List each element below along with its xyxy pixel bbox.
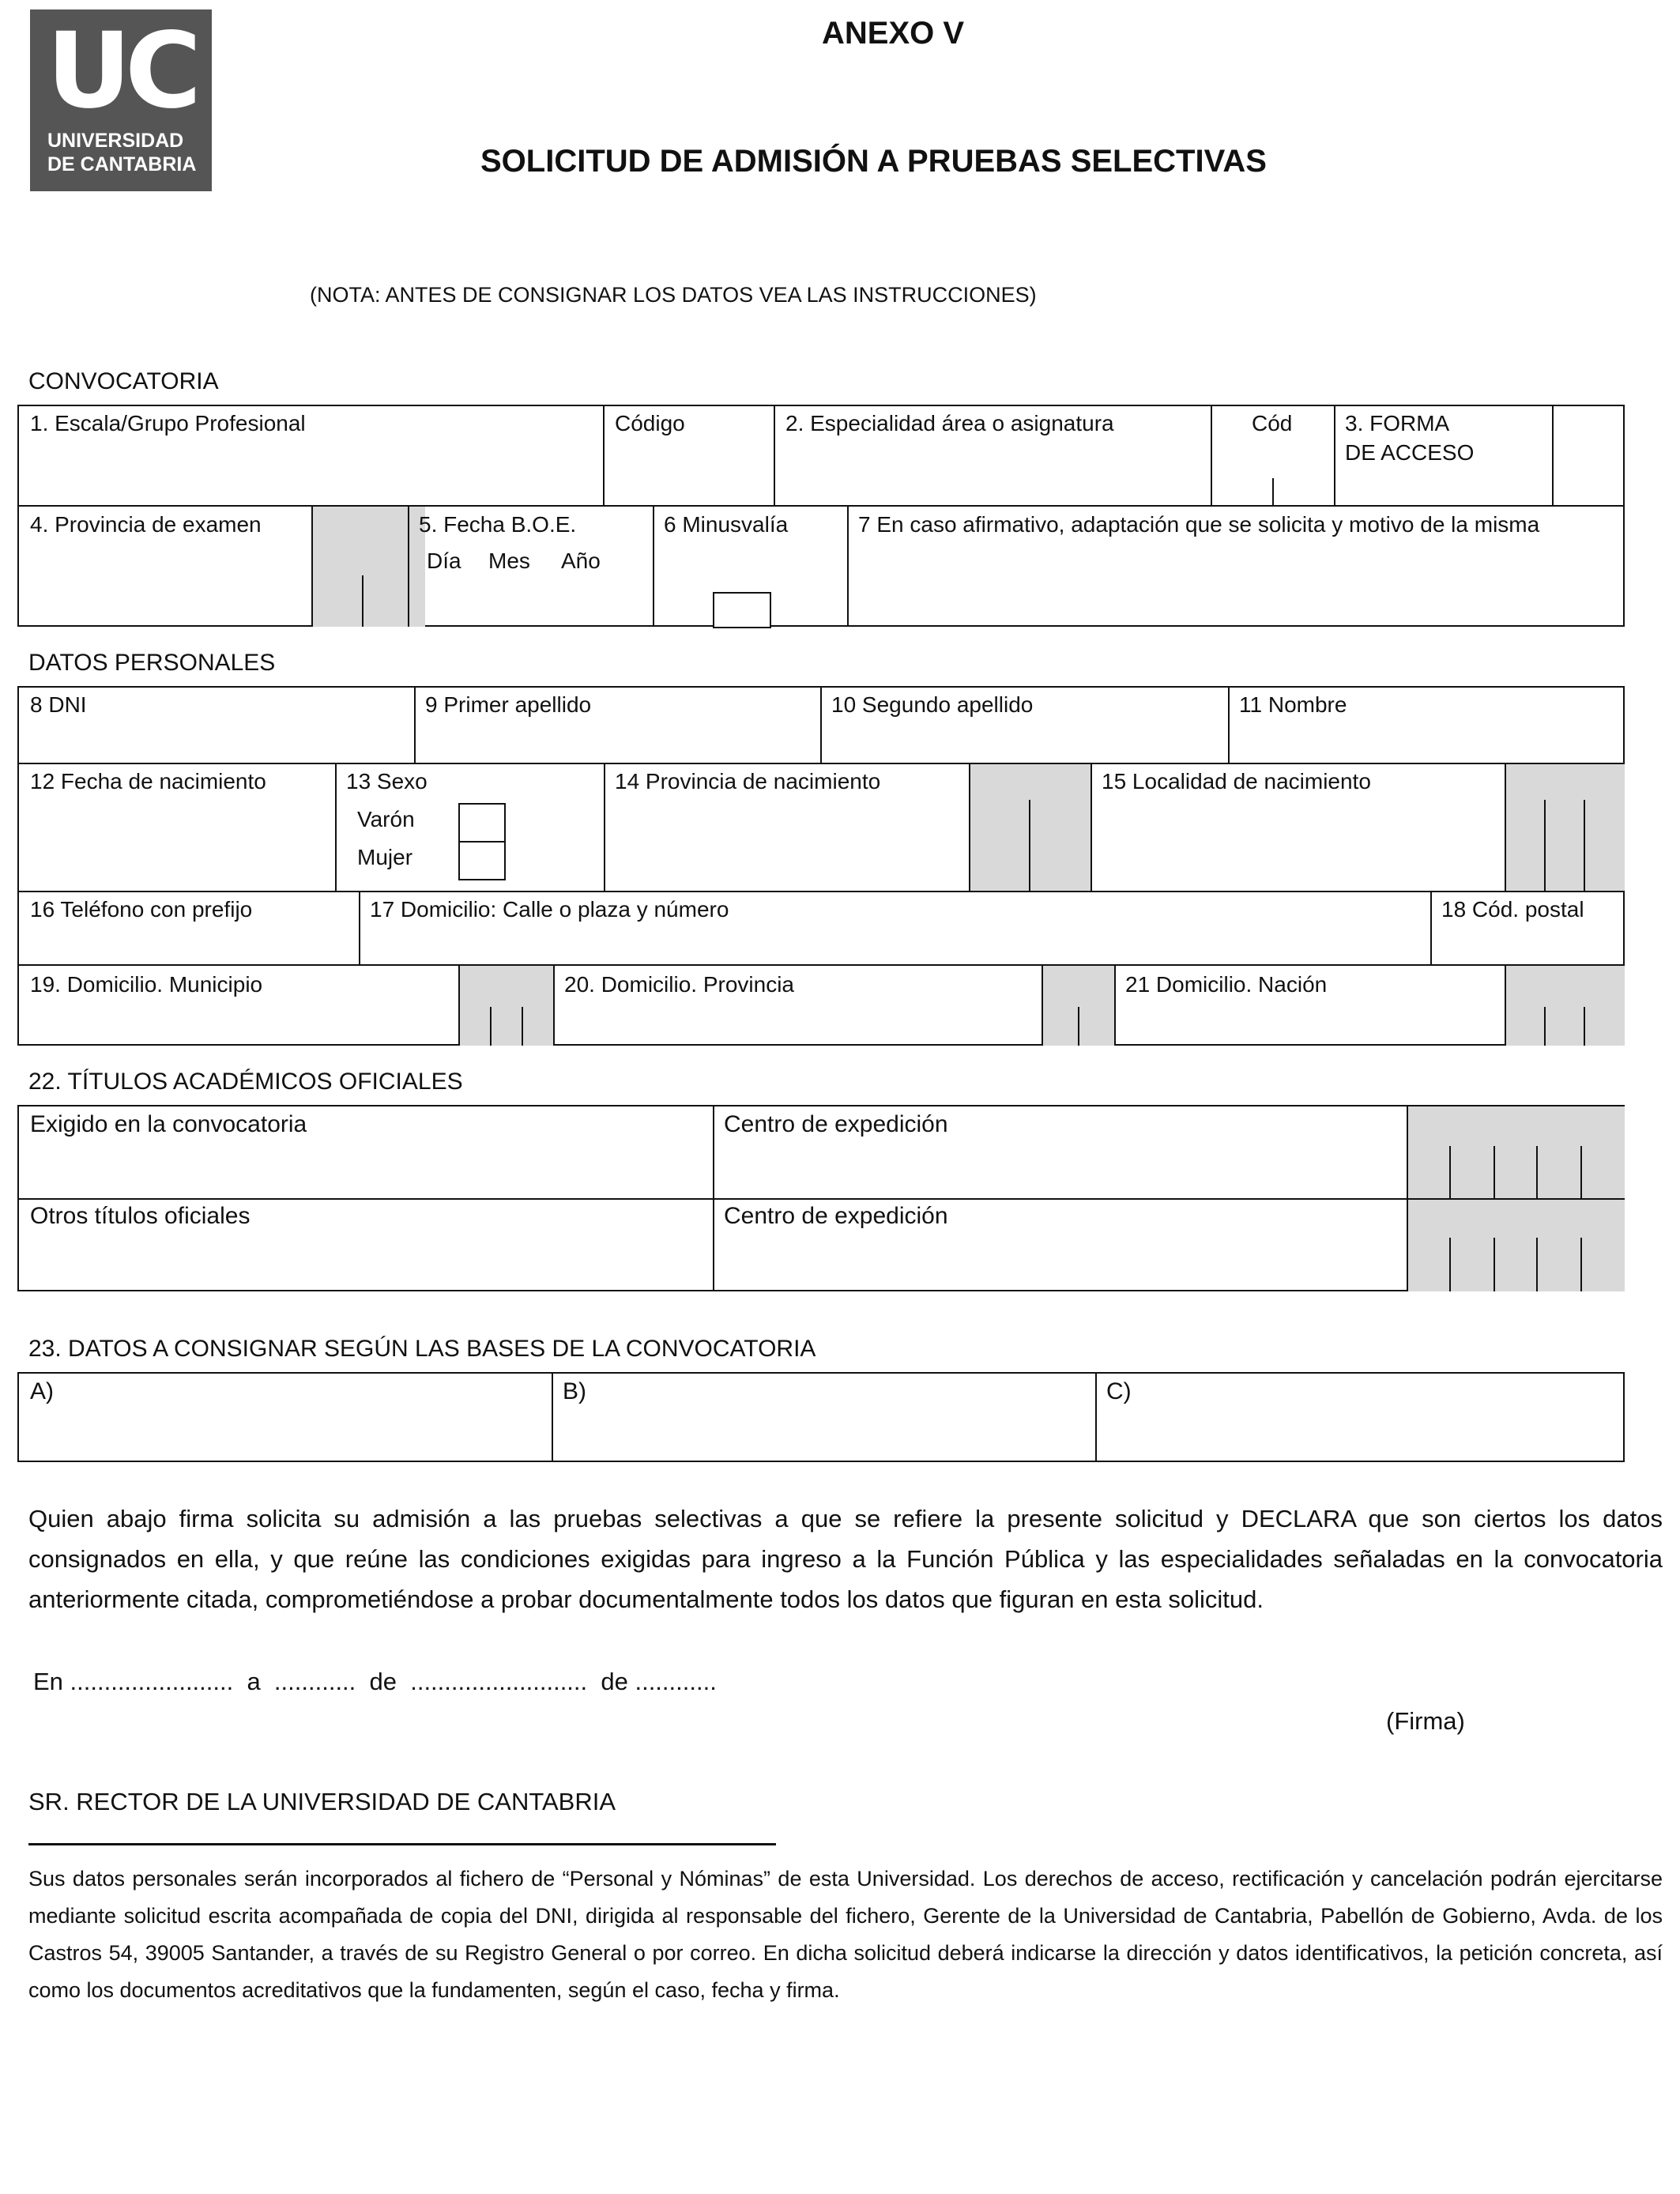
logo-mark: UC bbox=[46, 10, 196, 132]
annex-title: ANEXO V bbox=[822, 16, 965, 51]
field-forma-acceso-1: 3. FORMA bbox=[1345, 411, 1450, 435]
field-sexo: 13 Sexo bbox=[346, 769, 428, 794]
personal-data-table bbox=[17, 686, 1625, 1046]
field-minusvalia: 6 Minusvalía bbox=[664, 512, 789, 537]
field-codigo: Código bbox=[615, 411, 685, 435]
section-convocatoria: CONVOCATORIA bbox=[28, 368, 219, 394]
field-localidad-nacimiento: 15 Localidad de nacimiento bbox=[1102, 769, 1371, 794]
field-escala: 1. Escala/Grupo Profesional bbox=[30, 411, 306, 435]
label-centro-1: Centro de expedición bbox=[724, 1111, 948, 1137]
field-fecha-nacimiento: 12 Fecha de nacimiento bbox=[30, 769, 266, 794]
signature-label: (Firma) bbox=[1386, 1707, 1465, 1735]
section-titulos: 22. TÍTULOS ACADÉMICOS OFICIALES bbox=[28, 1069, 463, 1095]
checkbox-varon[interactable] bbox=[458, 803, 506, 843]
field-dni: 8 DNI bbox=[30, 692, 87, 717]
logo-line-2: DE CANTABRIA bbox=[47, 153, 197, 175]
section-bases: 23. DATOS A CONSIGNAR SEGÚN LAS BASES DE LA CONVOCATORIA bbox=[28, 1336, 816, 1362]
logo-line-1: UNIVERSIDAD bbox=[47, 130, 184, 152]
titulos-table bbox=[17, 1105, 1625, 1291]
field-provincia-domicilio: 20. Domicilio. Provincia bbox=[564, 972, 794, 997]
bases-table bbox=[17, 1372, 1625, 1462]
field-nacion: 21 Domicilio. Nación bbox=[1125, 972, 1328, 997]
declaration-text: Quien abajo firma solicita su admisión a las pruebas selectivas a que se refiere la presente solicitud y DECLARA que son ciertos los datos consignados en ella, y que reúne las condiciones exigidas para ingreso a la Función Pública y las especialidades señaladas en la convocatoria anteriormente citada, comprometiéndose a probar documentalmente todos los datos que figuran en esta solicitud. bbox=[28, 1505, 1663, 1613]
field-especialidad: 2. Especialidad área o asignatura bbox=[785, 411, 1114, 435]
field-telefono: 16 Teléfono con prefijo bbox=[30, 897, 253, 922]
place-date-line: En ........................ a ............ de .......................... de ............ bbox=[33, 1668, 717, 1695]
label-varon: Varón bbox=[357, 807, 415, 831]
field-provincia-examen: 4. Provincia de examen bbox=[30, 512, 262, 537]
field-fecha-boe: 5. Fecha B.O.E. bbox=[419, 512, 577, 537]
label-anio: Año bbox=[561, 548, 601, 573]
localidad-nac-shade bbox=[1505, 764, 1625, 891]
label-dia: Día bbox=[427, 548, 461, 573]
field-forma-acceso-2: DE ACCESO bbox=[1345, 440, 1475, 465]
field-codigo-postal: 18 Cód. postal bbox=[1441, 897, 1584, 922]
field-adaptacion: 7 En caso afirmativo, adaptación que se solicita y motivo de la misma bbox=[858, 512, 1540, 537]
field-primer-apellido: 9 Primer apellido bbox=[425, 692, 592, 717]
municipio-shade bbox=[458, 966, 553, 1046]
instructions-note: (NOTA: ANTES DE CONSIGNAR LOS DATOS VEA LAS INSTRUCCIONES) bbox=[310, 283, 1037, 307]
section-datos-personales: DATOS PERSONALES bbox=[28, 650, 276, 676]
field-c: C) bbox=[1106, 1378, 1132, 1404]
nacion-shade bbox=[1505, 966, 1625, 1046]
label-centro-2: Centro de expedición bbox=[724, 1203, 948, 1229]
label-otros-titulos: Otros títulos oficiales bbox=[30, 1203, 250, 1229]
data-protection-notice: Sus datos personales serán incorporados al fichero de “Personal y Nóminas” de esta Universidad. Los derechos de acceso, rectificación y cancelación podrán ejercitarse mediante solicitud escrita acompañada de copia del DNI, dirigida al responsable del fichero, Gerente de la Universidad de Cantabria, Pabellón de Gobierno, Avda. de los Castros 54, 39005 Santander, a través de su Registro General o por correo. En dicha solicitud deberá indicarse la dirección y datos identificativos, la petición concreta, así como los documentos acreditativos que la fundamenten, según el caso, fecha y firma. bbox=[28, 1867, 1663, 2002]
label-mes: Mes bbox=[488, 548, 530, 573]
field-b: B) bbox=[563, 1378, 586, 1404]
checkbox-mujer[interactable] bbox=[458, 841, 506, 880]
field-cod: Cód bbox=[1252, 411, 1293, 435]
form-title: SOLICITUD DE ADMISIÓN A PRUEBAS SELECTIVAS bbox=[480, 144, 1267, 179]
field-provincia-nacimiento: 14 Provincia de nacimiento bbox=[615, 769, 881, 794]
field-nombre: 11 Nombre bbox=[1239, 692, 1347, 717]
addressee: SR. RECTOR DE LA UNIVERSIDAD DE CANTABRIA bbox=[28, 1788, 616, 1815]
field-a: A) bbox=[30, 1378, 54, 1404]
label-mujer: Mujer bbox=[357, 845, 413, 869]
field-municipio: 19. Domicilio. Municipio bbox=[30, 972, 263, 997]
university-logo bbox=[30, 9, 212, 191]
field-domicilio-calle: 17 Domicilio: Calle o plaza y número bbox=[370, 897, 729, 922]
convocatoria-table bbox=[17, 405, 1625, 627]
minusvalia-box[interactable] bbox=[713, 592, 771, 628]
field-segundo-apellido: 10 Segundo apellido bbox=[831, 692, 1034, 717]
label-exigido: Exigido en la convocatoria bbox=[30, 1111, 307, 1137]
separator-line bbox=[28, 1843, 776, 1845]
